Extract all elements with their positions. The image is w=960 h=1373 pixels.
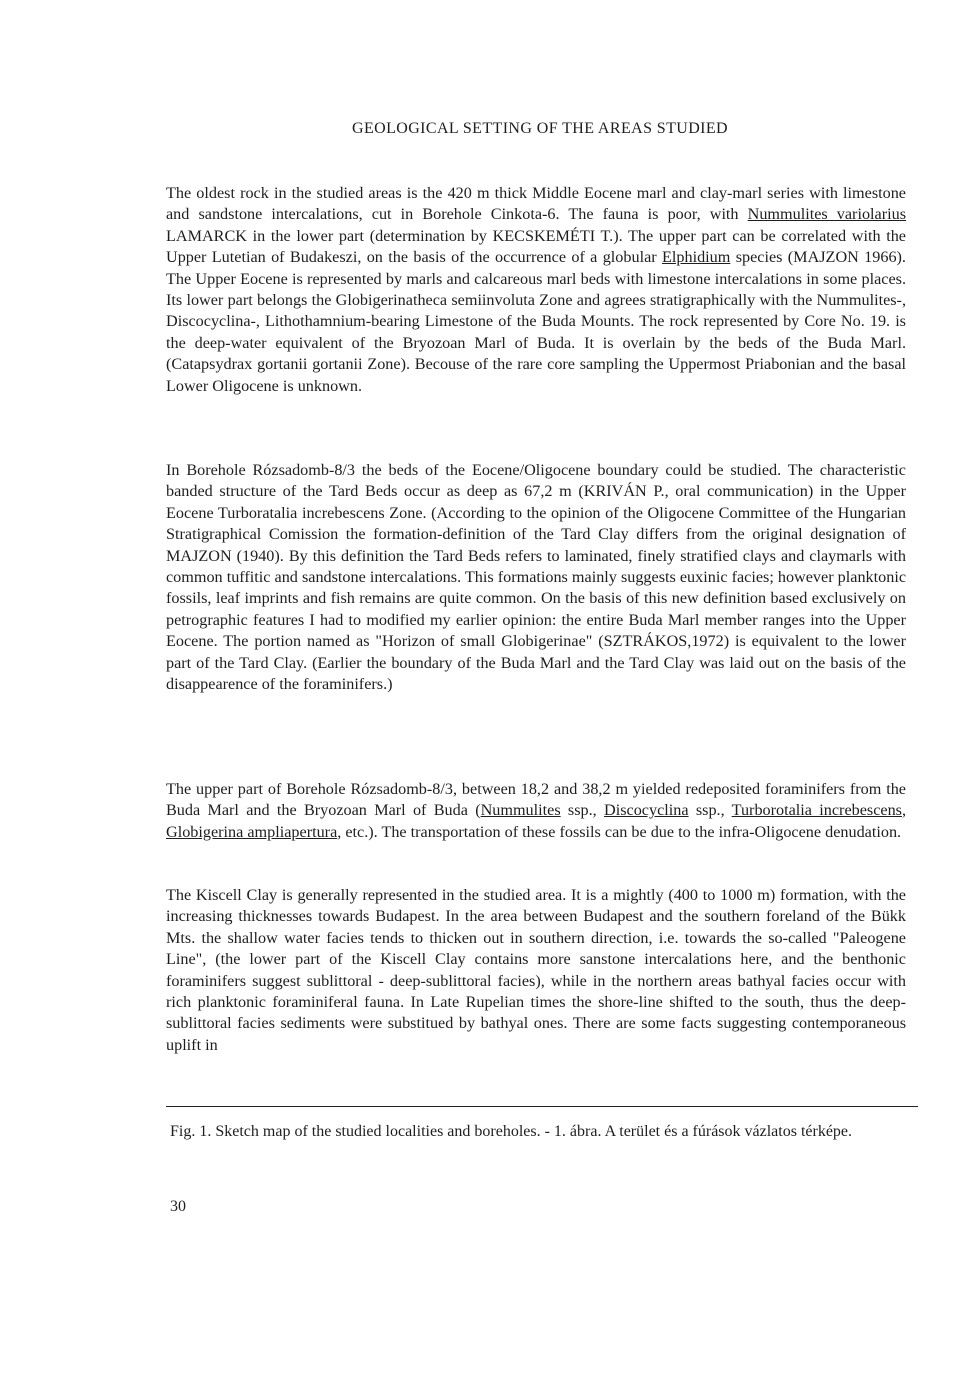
page-number: 30 [170, 1198, 186, 1215]
paragraph-redeposited-foraminifers: The upper part of Borehole Rózsadomb-8/3, between 18,2 and 38,2 m yielded redeposited foraminifers from the Buda Marl and the Bryozoan Marl of Buda (Nummulites ssp., Discocyclina ssp., Turborotalia increbescens, Globigerina ampliapertura, etc.). The transportation of these fossils can be due to the infra-Oligocene denudation. [166, 780, 907, 841]
underlined-taxon: Discocyclina [604, 801, 689, 820]
page-heading: GEOLOGICAL SETTING OF THE AREAS STUDIED [351, 120, 729, 137]
paragraph-kiscell-clay: The Kiscell Clay is generally represented in the studied area. It is a mightly (400 to 1000 m) formation, with the increasing thicknesses towards Budapest. In the area between Budapest and the southern foreland of the Bükk Mts. the shallow water facies tends to thicken out in southern direction, i.e. towards the so-called "Paleogene Line", (the lower part of the Kiscell Clay contains more sanstone intercalations here, and the benthonic foraminifers suggest sublittoral - deep-sublittoral facies), while in the northern areas bathyal facies occur with rich planktonic foraminiferal fauna. In Late Rupelian times the shore-line shifted to the south, thus the deep-sublittoral facies sediments were substitued by bathyal ones. There are some facts suggesting contemporaneous uplift in [166, 886, 906, 1054]
paragraph-rozsadomb-boundary: In Borehole Rózsadomb-8/3 the beds of the Eocene/Oligocene boundary could be studied. The characteristic banded structure of the Tard Beds occur as deep as 67,2 m (KRIVÁN P., oral communication) in the Upper Eocene Turboratalia increbescens Zone. (According to the opinion of the Oligocene Committee of the Hungarian Stratigraphical Comission the formation-definition of the Tard Clay differs from the original designation of MAJZON (1940). By this definition the Tard Beds refers to laminated, finely stratified clays and claymarls with common tuffitic and sandstone intercalations. This formations mainly suggests euxinic facies; however planktonic fossils, leaf imprints and fish remains are quite common. On the basis of this new definition based exclusively on petrographic features I had to modified my earlier opinion: the entire Buda Marl member ranges into the Upper Eocene. The portion named as "Horizon of small Globigerinae" (SZTRÁKOS,1972) is equivalent to the lower part of the Tard Clay. (Earlier the boundary of the Buda Marl and the Tard Clay was laid out on the basis of the disappearence of the foraminifers.) [166, 461, 906, 694]
figure-caption: Fig. 1. Sketch map of the studied localities and boreholes. - 1. ábra. A terület és a fúrások vázlatos térképe. [170, 1123, 853, 1140]
paragraph-oldest-rock: The oldest rock in the studied areas is the 420 m thick Middle Eocene marl and clay-marl series with limestone and sandstone intercalations, cut in Borehole Cinkota-6. The fauna is poor, with Nummulites variolarius LAMARCK in the lower part (determination by KECSKEMÉTI T.). The upper part can be correlated with the Upper Lutetian of Budakeszi, on the basis of the occurrence of a globular Elphidium species (MAJZON 1966). The Upper Eocene is represented by marls and calcareous marl beds with limestone intercalations in some places. Its lower part belongs the Globigerinatheca semiinvoluta Zone and agrees stratigraphically with the Nummulites-, Discocyclina-, Lithothamnium-bearing Limestone of the Buda Mounts. The rock represented by Core No. 19. is the deep-water equivalent of the Bryozoan Marl of Buda. It is overlain by the beds of the Buda Marl. (Catapsydrax gortanii gortanii Zone). Becouse of the rare core sampling the Uppermost Priabonian and the basal Lower Oligocene is unknown. [166, 184, 907, 395]
underlined-taxon: Nummulites variolarius [747, 205, 907, 224]
underlined-taxon: Turborotalia increbescens [731, 801, 902, 820]
underlined-taxon: Globigerina ampliapertura [166, 822, 338, 841]
underlined-taxon: Nummulites [480, 801, 561, 820]
footnote-rule [166, 1106, 918, 1107]
underlined-taxon: Elphidium [662, 248, 731, 267]
